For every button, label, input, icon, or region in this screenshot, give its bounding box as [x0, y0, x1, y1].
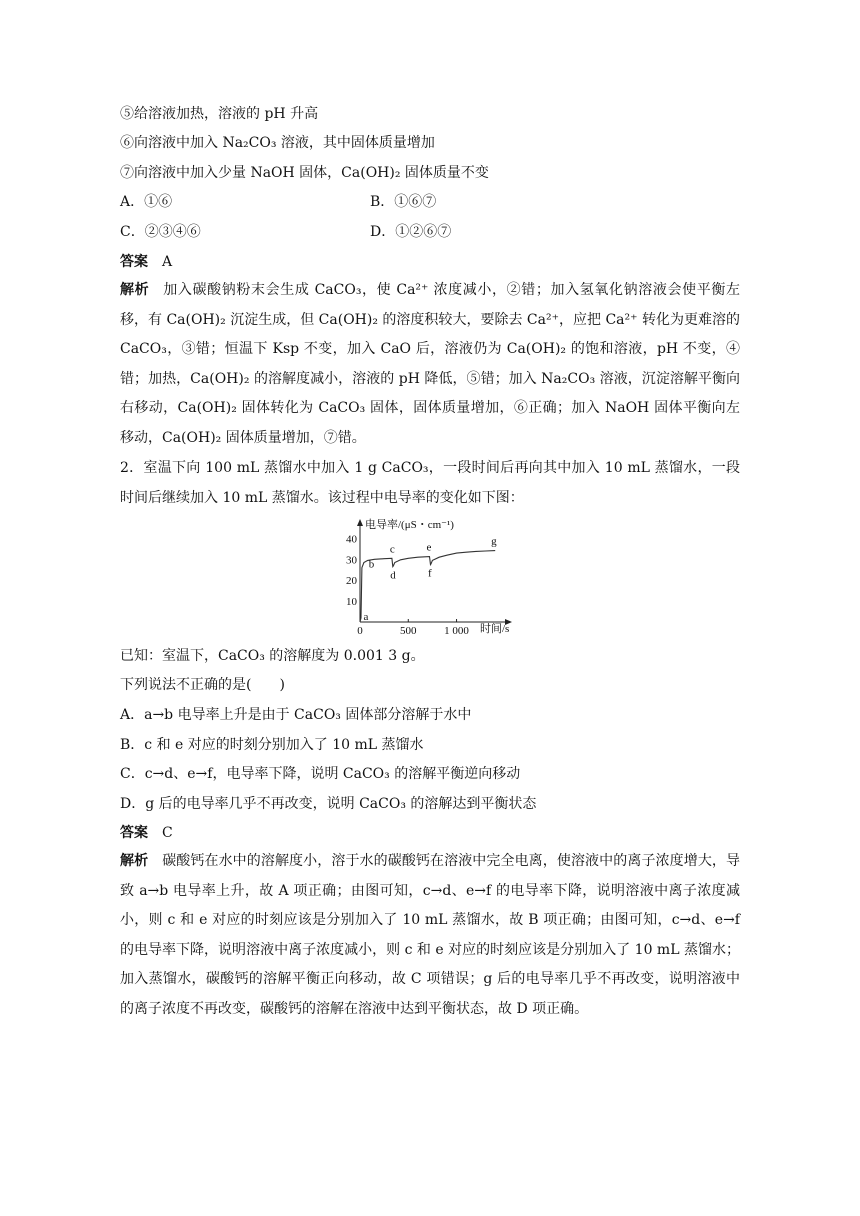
- answer-value: C: [162, 825, 173, 841]
- q2-answer: [120, 823, 740, 843]
- q1-option-c: C．②③④⑥: [120, 224, 201, 240]
- analysis-text: 碳酸钙在水中的溶解度小，溶于水的碳酸钙在溶液中完全电离，使溶液中的离子浓度增大，导致 a→b 电导率上升，故 A 项正确；由图可知，c→d、e→f 的电导率下降，说明溶液中离子浓度减小，则 c 和 e 对应的时刻应该是分别加入了 10 mL 蒸馏水，故 B 项正确；由图可知，c→d、e→f 的电导率下降，说明溶液中离子浓度减小，则 c 和 e 对应的时刻应该是分别加入了 10 mL 蒸馏水；加入蒸馏水，碳酸钙的溶解平衡正向移动，故 C 项错误；g 后的电导率几乎不再改变，说明溶液中的离子浓度不再改变，碳酸钙的溶解在溶液中达到平衡状态，故 D 项正确。: [120, 853, 741, 1017]
- item-7: ⑦向溶液中加入少量 NaOH 固体，Ca(OH)₂ 固体质量不变: [120, 165, 489, 181]
- q1-answer: [120, 252, 740, 272]
- q2-option-d: D．g 后的电导率几乎不再改变，说明 CaCO₃ 的溶解达到平衡状态: [120, 796, 537, 812]
- point-label-f: f: [427, 567, 432, 580]
- q2-known: 已知：室温下，CaCO₃ 的溶解度为 0.001 3 g。: [120, 648, 425, 664]
- item-6: ⑥向溶液中加入 Na₂CO₃ 溶液，其中固体质量增加: [120, 135, 435, 151]
- point-label-a: a: [363, 611, 369, 623]
- answer-label: 答案: [120, 825, 148, 841]
- q2-option-b: B．c 和 e 对应的时刻分别加入了 10 mL 蒸馏水: [120, 737, 424, 753]
- answer-value: A: [162, 254, 173, 270]
- q2-stem: 2．室温下向 100 mL 蒸馏水中加入 1 g CaCO₃，一段时间后再向其中加入 10 mL 蒸馏水，一段时间后继续加入 10 mL 蒸馏水。该过程中电导率的变化如下图：: [120, 460, 740, 506]
- y-tick-label: 10: [346, 596, 357, 609]
- y-axis-label: 电导率/(μS・cm⁻¹): [365, 519, 454, 531]
- analysis-label: 解析: [120, 282, 150, 298]
- q1-option-d: D．①②⑥⑦: [370, 224, 452, 240]
- q1-option-a: A．①⑥: [120, 194, 173, 210]
- y-tick-label: 30: [346, 554, 357, 567]
- point-label-d: d: [390, 569, 396, 582]
- answer-label: 答案: [120, 254, 148, 270]
- y-axis-arrow: [357, 519, 363, 526]
- x-tick-label: 500: [400, 625, 417, 636]
- x-axis-label: 时间/s: [480, 623, 510, 635]
- q1-option-b: B．①⑥⑦: [370, 194, 437, 210]
- point-label-b: b: [368, 558, 375, 571]
- q2-analysis: [120, 847, 740, 1024]
- x-tick-label: 1 000: [444, 625, 469, 636]
- y-tick-label: 40: [346, 533, 357, 546]
- point-label-g: g: [491, 535, 497, 548]
- item-5: ⑤给溶液加热，溶液的 pH 升高: [120, 106, 319, 122]
- q2-option-c: C．c→d、e→f，电导率下降，说明 CaCO₃ 的溶解平衡逆向移动: [120, 766, 521, 782]
- point-label-c: c: [389, 543, 395, 556]
- q2-option-a: A．a→b 电导率上升是由于 CaCO₃ 固体部分溶解于水中: [120, 707, 472, 723]
- conductivity-line: [360, 551, 495, 622]
- analysis-text: 加入碳酸钠粉末会生成 CaCO₃，使 Ca²⁺ 浓度减小，②错；加入氢氧化钠溶液会使平衡左移，有 Ca(OH)₂ 沉淀生成，但 Ca(OH)₂ 的溶度积较大，要除去 Ca²⁺，应把 Ca²⁺ 转化为更难溶的 CaCO₃，③错；恒温下 Ksp 不变，加入 CaO 后，溶液仍为 Ca(OH)₂ 的饱和溶液，pH 不变，④错；加热，Ca(OH)₂ 的溶解度减小，溶液的 pH 降低，⑤错；加入 Na₂CO₃ 溶液，沉淀溶解平衡向右移动，Ca(OH)₂ 固体转化为 CaCO₃ 固体，固体质量增加，⑥正确；加入 NaOH 固体平衡向左移动，Ca(OH)₂ 固体质量增加，⑦错。: [120, 282, 740, 446]
- conductivity-chart: [330, 516, 530, 636]
- q1-analysis: [120, 276, 740, 453]
- y-tick-label: 20: [346, 575, 357, 588]
- point-label-e: e: [426, 541, 432, 554]
- x-tick-label: 0: [357, 625, 363, 636]
- q2-question: 下列说法不正确的是( ): [120, 677, 285, 693]
- analysis-label: 解析: [120, 853, 149, 869]
